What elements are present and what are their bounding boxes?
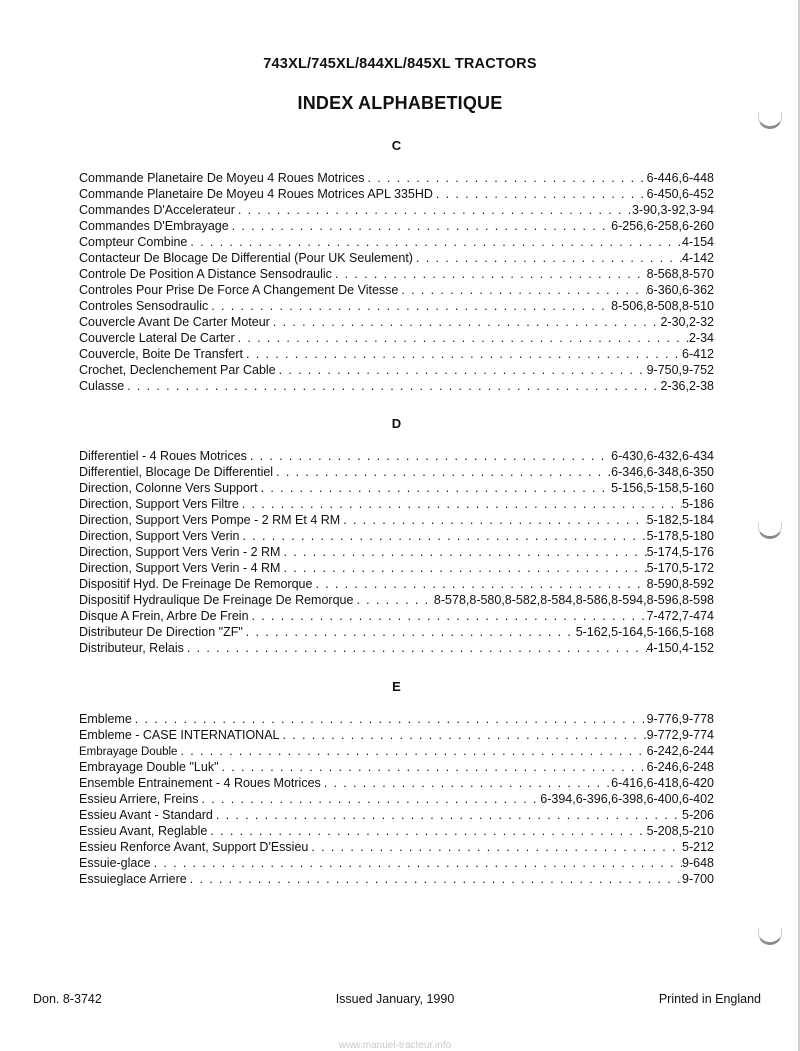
- index-entry: [79, 576, 714, 592]
- entry-name: Ensemble Entrainement - 4 Roues Motrices: [79, 776, 321, 790]
- entry-name: Contacteur De Blocage De Differential (Pour UK Seulement): [79, 251, 413, 265]
- entry-name: Commandes D'Accelerateur: [79, 203, 235, 217]
- entry-name: Controles Sensodraulic: [79, 299, 209, 313]
- entry-pages: 4-142: [682, 251, 714, 265]
- dot-leader: [243, 624, 576, 640]
- entry-name: Couvercle, Boite De Transfert: [79, 347, 243, 361]
- dot-leader: [308, 839, 682, 855]
- entry-pages: 8-568,8-570: [646, 267, 714, 281]
- index-entry: [79, 807, 714, 823]
- dot-leader: [229, 218, 611, 234]
- index-section-e: [79, 679, 714, 887]
- entry-name: Couvercle Avant De Carter Moteur: [79, 315, 270, 329]
- dot-leader: [187, 871, 682, 887]
- entry-name: Essieu Arriere, Freins: [79, 792, 199, 806]
- entry-name: Direction, Support Vers Filtre: [79, 497, 239, 511]
- index-entry: [79, 314, 714, 330]
- index-entry: [79, 839, 714, 855]
- entry-pages: 7-472,7-474: [646, 609, 714, 623]
- dot-leader: [413, 250, 682, 266]
- entry-pages: 9-648: [682, 856, 714, 870]
- entry-name: Essuie-glace: [79, 856, 151, 870]
- index-entry: [79, 266, 714, 282]
- watermark: www.manuel-tracteur.info: [338, 1040, 452, 1051]
- entry-name: Differentiel - 4 Roues Motrices: [79, 449, 247, 463]
- index-entry: [79, 448, 714, 464]
- section-letter: D: [391, 416, 402, 431]
- index-entry: [79, 855, 714, 871]
- entry-name: Direction, Support Vers Verin: [79, 529, 240, 543]
- index-entry: [79, 711, 714, 727]
- entry-name: Differentiel, Blocage De Differentiel: [79, 465, 274, 479]
- index-entry: [79, 791, 714, 807]
- entry-name: Distributeur, Relais: [79, 641, 184, 655]
- dot-leader: [312, 576, 646, 592]
- index-title: INDEX ALPHABETIQUE: [297, 93, 503, 113]
- entry-pages: 5-162,5-164,5-166,5-168: [575, 625, 714, 639]
- dot-leader: [187, 234, 682, 250]
- index-entry: [79, 480, 714, 496]
- index-entry: [79, 512, 714, 528]
- entry-pages: 5-174,5-176: [646, 545, 714, 559]
- entry-name: Commande Planetaire De Moyeu 4 Roues Motrices: [79, 171, 365, 185]
- dot-leader: [184, 640, 647, 656]
- entry-pages: 6-256,6-258,6-260: [611, 219, 714, 233]
- index-entry: [79, 234, 714, 250]
- index-entry: [79, 528, 714, 544]
- entry-name: Embrayage Double: [79, 746, 178, 758]
- entry-pages: 4-150,4-152: [646, 641, 714, 655]
- entry-pages: 5-182,5-184: [646, 513, 714, 527]
- entry-pages: 5-178,5-180: [646, 529, 714, 543]
- entry-pages: 5-186: [682, 497, 714, 511]
- index-entry: [79, 202, 714, 218]
- dot-leader: [433, 186, 647, 202]
- dot-leader: [235, 330, 689, 346]
- index-entry: [79, 282, 714, 298]
- dot-leader: [258, 480, 612, 496]
- punch-hole-top: [758, 112, 782, 129]
- index-entry: [79, 823, 714, 839]
- entry-pages: 2-36,2-38: [660, 379, 714, 393]
- entry-name: Direction, Support Vers Verin - 2 RM: [79, 545, 281, 559]
- entry-name: Dispositif Hyd. De Freinage De Remorque: [79, 577, 313, 591]
- index-entry: [79, 186, 714, 202]
- entry-pages: 9-776,9-778: [646, 712, 714, 726]
- entry-pages: 3-90,3-92,3-94: [631, 203, 714, 217]
- dot-leader: [239, 496, 682, 512]
- dot-leader: [353, 592, 433, 608]
- index-entry: [79, 250, 714, 266]
- dot-leader: [270, 314, 661, 330]
- entry-pages: 6-412: [682, 347, 714, 361]
- entry-pages: 6-416,6-418,6-420: [611, 776, 714, 790]
- entry-name: Distributeur De Direction "ZF": [79, 625, 243, 639]
- dot-leader: [198, 791, 540, 807]
- printed-location: Printed in England: [658, 992, 761, 1006]
- entry-name: Crochet, Declenchement Par Cable: [79, 363, 276, 377]
- issue-date: Issued January, 1990: [335, 992, 455, 1006]
- entry-name: Disque A Frein, Arbre De Frein: [79, 609, 249, 623]
- entry-name: Essieu Avant, Reglable: [79, 824, 208, 838]
- dot-leader: [273, 464, 611, 480]
- dot-leader: [249, 608, 647, 624]
- entry-pages: 6-242,6-244: [646, 744, 714, 758]
- entry-name: Direction, Colonne Vers Support: [79, 481, 258, 495]
- entry-name: Direction, Support Vers Verin - 4 RM: [79, 561, 281, 575]
- dot-leader: [235, 202, 632, 218]
- entry-pages: 6-360,6-362: [646, 283, 714, 297]
- dot-leader: [151, 855, 682, 871]
- section-letter: E: [392, 679, 401, 694]
- entry-pages: 6-246,6-248: [646, 760, 714, 774]
- dot-leader: [243, 346, 682, 362]
- index-entry: [79, 743, 714, 759]
- entry-name: Direction, Support Vers Pompe - 2 RM Et 4 RM: [79, 513, 341, 527]
- index-entry: [79, 544, 714, 560]
- index-entry: [79, 218, 714, 234]
- dot-leader: [132, 711, 647, 727]
- dot-leader: [207, 823, 646, 839]
- index-entry: [79, 608, 714, 624]
- entry-pages: 9-700: [682, 872, 714, 886]
- dot-leader: [213, 807, 682, 823]
- dot-leader: [340, 512, 646, 528]
- entry-name: Embrayage Double "Luk": [79, 760, 219, 774]
- punch-hole-middle: [758, 522, 782, 539]
- entry-pages: 5-208,5-210: [646, 824, 714, 838]
- index-entry: [79, 496, 714, 512]
- document-number: Don. 8-3742: [33, 992, 102, 1006]
- index-entry: [79, 592, 714, 608]
- entry-pages: 6-346,6-348,6-350: [611, 465, 714, 479]
- punch-hole-bottom: [758, 928, 782, 945]
- dot-leader: [219, 759, 647, 775]
- entry-name: Controles Pour Prise De Force A Changement De Vitesse: [79, 283, 399, 297]
- index-entry: [79, 298, 714, 314]
- dot-leader: [280, 544, 646, 560]
- index-entry: [79, 560, 714, 576]
- dot-leader: [280, 727, 647, 743]
- entry-pages: 2-34: [688, 331, 714, 345]
- dot-leader: [124, 378, 660, 394]
- entry-pages: 2-30,2-32: [660, 315, 714, 329]
- entry-name: Commande Planetaire De Moyeu 4 Roues Motrices APL 335HD: [79, 187, 433, 201]
- index-entry: [79, 362, 714, 378]
- entry-list: [79, 711, 714, 887]
- dot-leader: [240, 528, 647, 544]
- index-entry: [79, 378, 714, 394]
- entry-name: Dispositif Hydraulique De Freinage De Remorque: [79, 593, 354, 607]
- entry-list: [79, 170, 714, 394]
- entry-name: Essieu Avant - Standard: [79, 808, 213, 822]
- entry-name: Culasse: [79, 379, 125, 393]
- index-entry: [79, 330, 714, 346]
- index-entry: [79, 775, 714, 791]
- entry-pages: 8-590,8-592: [646, 577, 714, 591]
- index-entry: [79, 759, 714, 775]
- entry-name: Embleme: [79, 712, 132, 726]
- entry-pages: 5-156,5-158,5-160: [611, 481, 714, 495]
- index-entry: [79, 871, 714, 887]
- entry-pages: 8-506,8-508,8-510: [611, 299, 714, 313]
- index-entry: [79, 727, 714, 743]
- index-section-d: [79, 416, 714, 656]
- entry-pages: 5-170,5-172: [646, 561, 714, 575]
- entry-name: Couvercle Lateral De Carter: [79, 331, 235, 345]
- dot-leader: [276, 362, 647, 378]
- document-title: 743XL/745XL/844XL/845XL TRACTORS: [263, 56, 537, 72]
- dot-leader: [398, 282, 646, 298]
- dot-leader: [321, 775, 611, 791]
- entry-pages: 9-750,9-752: [646, 363, 714, 377]
- index-entry: [79, 464, 714, 480]
- entry-name: Compteur Combine: [79, 235, 188, 249]
- entry-name: Essieu Renforce Avant, Support D'Essieu: [79, 840, 309, 854]
- dot-leader: [280, 560, 646, 576]
- dot-leader: [247, 448, 611, 464]
- entry-name: Controle De Position A Distance Sensodraulic: [79, 267, 332, 281]
- entry-pages: 6-430,6-432,6-434: [611, 449, 714, 463]
- entry-name: Essuieglace Arriere: [79, 872, 187, 886]
- entry-list: [79, 448, 714, 656]
- entry-pages: 5-212: [682, 840, 714, 854]
- entry-pages: 6-446,6-448: [646, 171, 714, 185]
- index-entry: [79, 624, 714, 640]
- entry-name: Commandes D'Embrayage: [79, 219, 229, 233]
- dot-leader: [365, 170, 647, 186]
- index-entry: [79, 640, 714, 656]
- entry-name: Embleme - CASE INTERNATIONAL: [79, 728, 280, 742]
- dot-leader: [177, 743, 646, 759]
- entry-pages: 6-450,6-452: [646, 187, 714, 201]
- index-entry: [79, 170, 714, 186]
- dot-leader: [208, 298, 611, 314]
- section-letter: C: [391, 138, 402, 153]
- entry-pages: 8-578,8-580,8-582,8-584,8-586,8-594,8-596,8-598: [433, 593, 714, 607]
- index-section-c: [79, 138, 714, 394]
- entry-pages: 5-206: [682, 808, 714, 822]
- dot-leader: [332, 266, 647, 282]
- entry-pages: 4-154: [682, 235, 714, 249]
- index-entry: [79, 346, 714, 362]
- entry-pages: 9-772,9-774: [646, 728, 714, 742]
- entry-pages: 6-394,6-396,6-398,6-400,6-402: [540, 792, 714, 806]
